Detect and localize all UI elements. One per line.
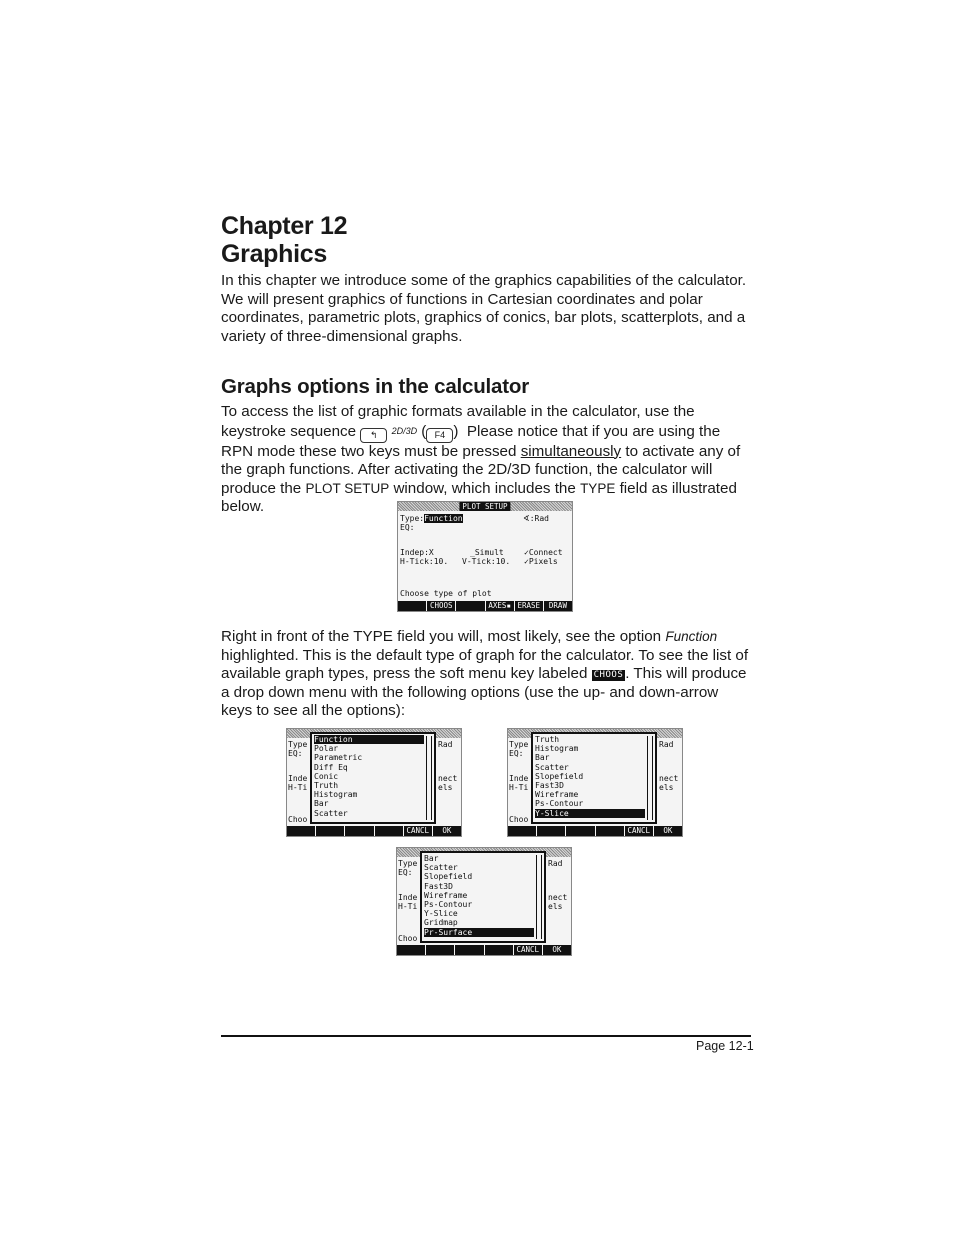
- softkey-cancl[interactable]: CANCL: [624, 826, 653, 836]
- simult-checkbox[interactable]: _Simult: [470, 548, 504, 557]
- menu-option[interactable]: Fast3D: [424, 881, 453, 891]
- softkey-ok[interactable]: OK: [653, 826, 682, 836]
- menu-option[interactable]: Truth: [314, 781, 339, 790]
- menu-option[interactable]: Pr-Surface: [424, 928, 534, 937]
- type-menu-screen-2: Type EQ: Inde H-Ti Choo Rad nect els Truth Histogram Bar Scatter Slopefield Fast3D Wireframe Ps-Contour Y-Slice CANCL OK: [507, 728, 683, 837]
- indep-field[interactable]: Indep:X: [400, 548, 434, 557]
- intro-paragraph: In this chapter we introduce some of the graphics capabilities of the calculator. We will present graphics of functions in Cartesian coordinates and polar coordinates, parametric plots, graphics of conics, bar plots, scatterplots, and a variety of three-dimensional graphs.: [221, 272, 747, 345]
- softkey-axes[interactable]: AXES▪: [485, 601, 514, 611]
- pixels-checkbox[interactable]: ✓Pixels: [524, 557, 558, 566]
- menu-option[interactable]: Histogram: [535, 744, 579, 754]
- type-dropdown[interactable]: [420, 851, 546, 943]
- menu-option[interactable]: Polar: [314, 744, 339, 754]
- eq-field[interactable]: EQ:: [400, 523, 415, 532]
- softkey-cancl[interactable]: CANCL: [403, 826, 432, 836]
- menu-option[interactable]: Wireframe: [535, 790, 579, 800]
- section-title: Graphs options in the calculator: [221, 375, 529, 398]
- softkey-ok[interactable]: OK: [432, 826, 461, 836]
- menu-option[interactable]: Function: [314, 735, 424, 744]
- chapter-number: Chapter 12: [221, 212, 348, 240]
- menu-option[interactable]: Bar: [535, 753, 550, 763]
- softkey-ok[interactable]: OK: [542, 945, 571, 955]
- plot-setup-screen: PLOT SETUP Type:Function ∢:Rad EQ: Indep:X _Simult ✓Connect H-Tick:10. V-Tick:10. ✓Pixels Choose type of plot CHOOS AXES▪ ERASE DRAW: [397, 501, 573, 612]
- menu-option[interactable]: Ps-Contour: [424, 900, 473, 909]
- scrollbar[interactable]: [426, 736, 432, 820]
- type-dropdown[interactable]: [531, 732, 657, 824]
- type-menu-screen-3: Type EQ: Inde H-Ti Choo Rad nect els Bar Scatter Slopefield Fast3D Wireframe Ps-Contour Y-Slice Gridmap Pr-Surface CANCL OK: [396, 847, 572, 956]
- menu-option[interactable]: Scatter: [535, 762, 569, 772]
- help-text: Choose type of plot: [400, 589, 492, 598]
- menu-option[interactable]: Parametric: [314, 753, 363, 763]
- f4-key-icon: F4: [426, 428, 453, 443]
- soft-menu-bar: [398, 601, 572, 611]
- menu-option[interactable]: Y-Slice: [535, 809, 645, 818]
- simultaneously-text: simultaneously: [520, 442, 622, 460]
- softkey-draw[interactable]: DRAW: [543, 601, 572, 611]
- menu-option[interactable]: Conic: [314, 771, 339, 781]
- footer-rule: [221, 1035, 751, 1037]
- scrollbar[interactable]: [647, 736, 653, 820]
- menu-option[interactable]: Y-Slice: [424, 909, 458, 919]
- menu-option[interactable]: Scatter: [314, 808, 348, 818]
- menu-option[interactable]: Scatter: [424, 863, 458, 873]
- type-menu-screen-1: Type EQ: Inde H-Ti Choo Rad nect els Function Polar Parametric Diff Eq Conic Truth Histogram Bar Scatter CANCL OK: [286, 728, 462, 837]
- softkey-choos[interactable]: CHOOS: [426, 601, 455, 611]
- angle-mode: ∢:Rad: [523, 514, 549, 523]
- choos-softkey-icon: CHOOS: [593, 670, 624, 681]
- menu-option[interactable]: Histogram: [314, 790, 358, 800]
- scrollbar[interactable]: [536, 855, 542, 939]
- menu-option[interactable]: Slopefield: [535, 771, 584, 781]
- menu-option[interactable]: Ps-Contour: [535, 799, 584, 809]
- menu-option[interactable]: Slopefield: [424, 872, 473, 882]
- softkey-3[interactable]: [455, 601, 484, 611]
- section-paragraph-2: Right in front of the TYPE field you will, most likely, see the option Function highlighted. This is the default type of graph for the calculator. To see the list of available graph types, press the soft menu key labeled CHOOS . This will produce a drop down menu with the following options (use the up- and down-arrow keys to see all the options):: [221, 628, 749, 720]
- menu-option[interactable]: Truth: [535, 735, 560, 744]
- menu-option[interactable]: Gridmap: [424, 918, 458, 928]
- menu-option[interactable]: Bar: [314, 799, 329, 809]
- key-label-2d3d: 2D/3D: [391, 425, 418, 436]
- type-field[interactable]: Function: [424, 514, 463, 523]
- page-number: Page 12-1: [696, 1039, 754, 1053]
- chapter-title: Graphics: [221, 240, 327, 268]
- menu-option[interactable]: Fast3D: [535, 781, 564, 790]
- section-paragraph-1: To access the list of graphic formats available in the calculator, use the keystroke sequence ↰ 2D/3D ( F4 ) Please notice that if you are using the RPN mode these two keys must be pressed simultaneously to activate any of the graph functions. After activating the 2D/3D function, the calculator will produce the PLOT SETUP window, which includes the TYPE field as illustrated below.: [221, 403, 741, 516]
- softkey-cancl[interactable]: CANCL: [513, 945, 542, 955]
- menu-option[interactable]: Bar: [424, 854, 439, 863]
- chapter-heading: [221, 212, 347, 268]
- htick-field[interactable]: H-Tick:10.: [400, 557, 449, 566]
- menu-option[interactable]: Wireframe: [424, 890, 468, 900]
- softkey-erase[interactable]: ERASE: [514, 601, 543, 611]
- softkey-1[interactable]: [398, 601, 426, 611]
- menu-option[interactable]: Diff Eq: [314, 762, 348, 772]
- plot-setup-titlebar: PLOT SETUP: [398, 502, 572, 511]
- connect-checkbox[interactable]: ✓Connect: [524, 548, 563, 557]
- left-shift-key-icon: ↰: [360, 428, 387, 443]
- type-dropdown[interactable]: [310, 732, 436, 824]
- vtick-field[interactable]: V-Tick:10.: [462, 557, 511, 566]
